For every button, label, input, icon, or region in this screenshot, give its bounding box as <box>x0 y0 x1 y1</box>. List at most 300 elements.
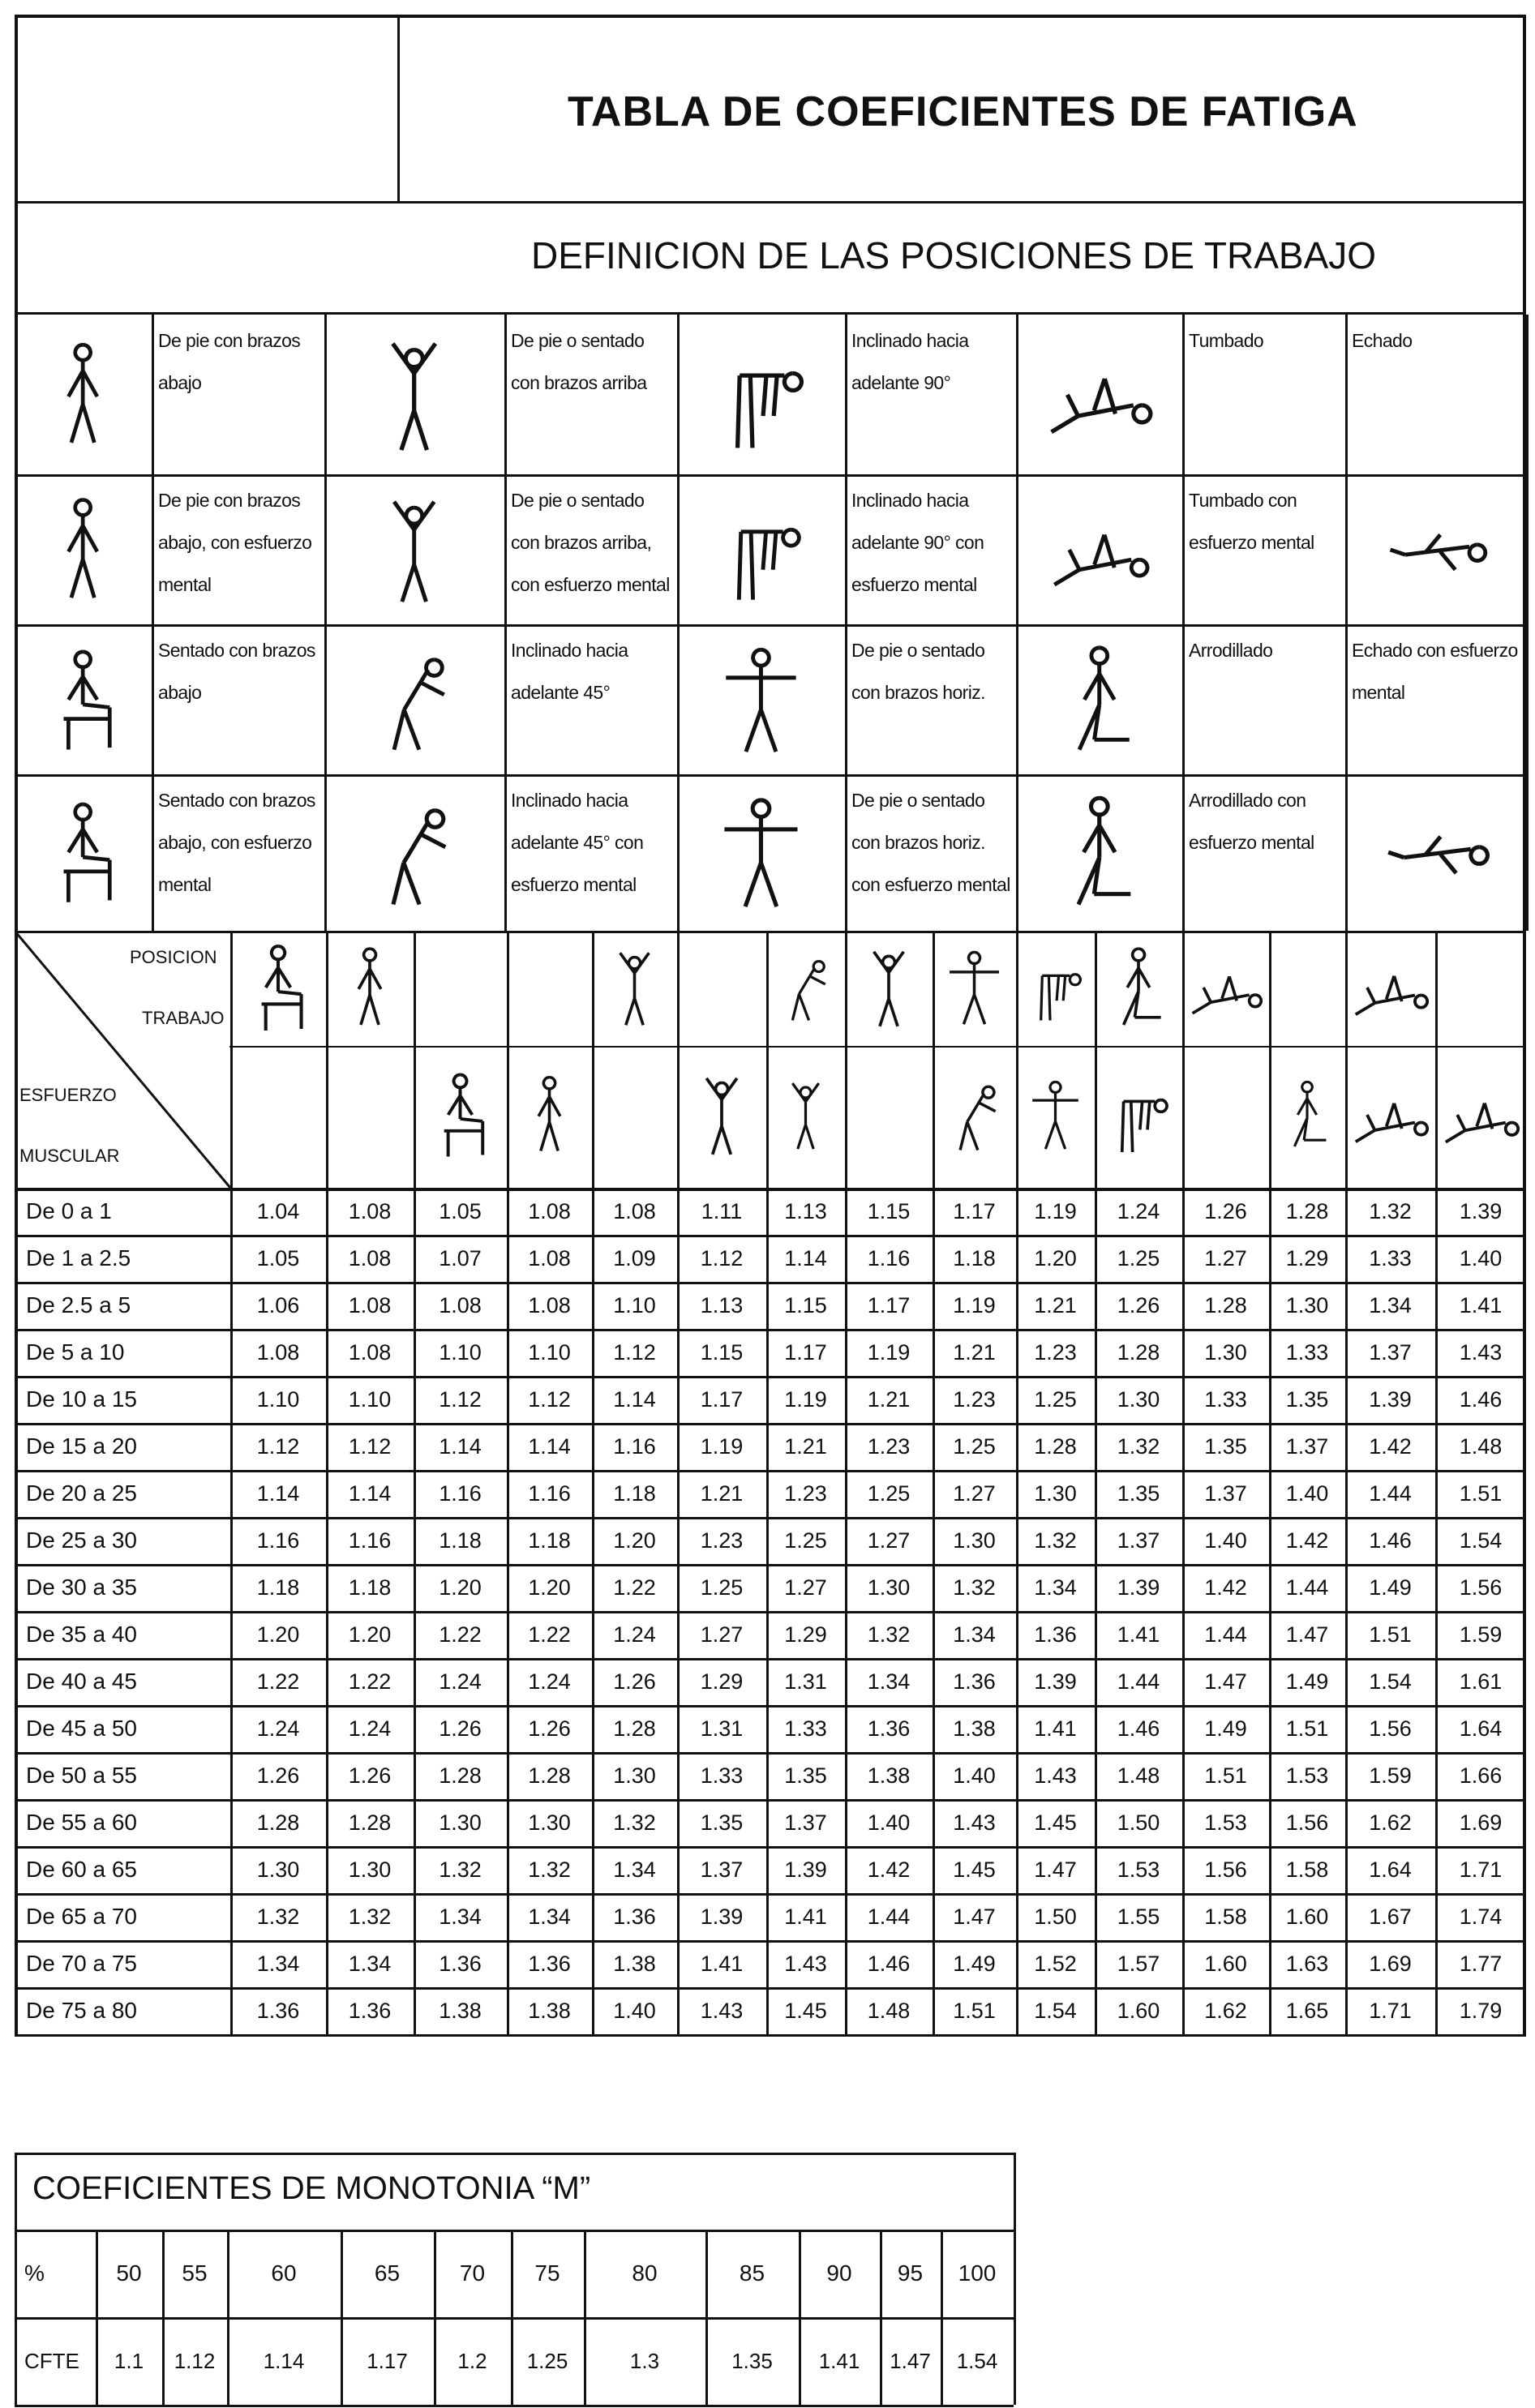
table-cell: 1.16 <box>256 1527 300 1553</box>
table-cell: 1.49 <box>953 1951 996 1976</box>
table-cell: 1.58 <box>1285 1857 1329 1882</box>
table-cell: 1.43 <box>1034 1763 1077 1788</box>
table-cell: 1.28 <box>1204 1292 1247 1318</box>
rule-line <box>15 624 1526 627</box>
row-label: De 65 a 70 <box>26 1904 137 1929</box>
table-cell: 1.36 <box>439 1951 482 1976</box>
table-cell: 1.32 <box>256 1904 300 1929</box>
cfte-label: CFTE <box>24 2348 79 2373</box>
table-cell: 1.38 <box>953 1716 996 1741</box>
table-cell: 1.28 <box>1285 1198 1329 1223</box>
table-cell: 1.34 <box>867 1669 911 1694</box>
table-cell: 1.34 <box>1034 1575 1077 1600</box>
table-cell: 1.42 <box>1204 1575 1247 1600</box>
posture-horiz-icon <box>702 640 820 760</box>
rule-line <box>15 315 17 931</box>
table-cell: 1.37 <box>700 1857 744 1882</box>
table-cell: 1.25 <box>700 1575 744 1600</box>
row-label: De 1 a 2.5 <box>26 1245 131 1270</box>
table-cell: 1.50 <box>1034 1904 1077 1929</box>
table-cell: 1.39 <box>700 1904 744 1929</box>
cfte-cell: 1.14 <box>263 2348 305 2373</box>
table-cell: 1.15 <box>867 1198 911 1223</box>
table-cell: 1.30 <box>1034 1480 1077 1506</box>
table-cell: 1.60 <box>1117 1998 1160 2023</box>
rule-line <box>152 315 154 931</box>
posture-bend-icon <box>702 490 820 610</box>
table-cell: 1.28 <box>439 1763 482 1788</box>
table-cell: 1.37 <box>1117 1527 1160 1553</box>
table-cell: 1.57 <box>1117 1951 1160 1976</box>
table-cell: 1.16 <box>439 1480 482 1506</box>
table-cell: 1.08 <box>528 1198 571 1223</box>
table-cell: 1.42 <box>867 1857 911 1882</box>
table-cell: 1.22 <box>439 1622 482 1647</box>
table-cell: 1.25 <box>867 1480 911 1506</box>
table-cell: 1.44 <box>1204 1622 1247 1647</box>
position-label: De pie con brazos abajo, con esfuerzo mental <box>158 490 312 595</box>
position-label: De pie o sentado con brazos horiz. con esfuerzo mental <box>851 790 1010 895</box>
pct-cell: 50 <box>116 2260 142 2286</box>
table-cell: 1.26 <box>1117 1292 1160 1318</box>
posture-kneel-icon <box>1041 790 1158 915</box>
table-cell: 1.33 <box>1369 1245 1412 1270</box>
posture-sit-icon <box>35 640 131 760</box>
table-cell: 1.12 <box>256 1433 300 1459</box>
table-cell: 1.17 <box>784 1339 827 1365</box>
header-kneel-icon <box>1101 937 1176 1038</box>
table-cell: 1.19 <box>784 1386 827 1412</box>
table-cell: 1.05 <box>256 1245 300 1270</box>
table-cell: 1.30 <box>867 1575 911 1600</box>
position-label: Inclinado hacia adelante 45° <box>511 640 628 703</box>
posture-lie-icon <box>1041 331 1158 459</box>
table-cell: 1.14 <box>528 1433 571 1459</box>
table-cell: 1.16 <box>613 1433 656 1459</box>
table-cell: 1.23 <box>784 1480 827 1506</box>
row-label: De 55 a 60 <box>26 1810 137 1835</box>
position-label: Tumbado con esfuerzo mental <box>1189 490 1314 553</box>
position-label: Inclinado hacia adelante 45° con esfuerzo mental <box>511 790 644 895</box>
posture-stand-icon <box>35 331 131 459</box>
table-cell: 1.44 <box>1369 1480 1412 1506</box>
table-cell: 1.30 <box>1285 1292 1329 1318</box>
table-cell: 1.21 <box>700 1480 744 1506</box>
row-label: De 50 a 55 <box>26 1763 137 1788</box>
row-label: De 10 a 15 <box>26 1386 137 1412</box>
table-cell: 1.18 <box>953 1245 996 1270</box>
table-cell: 1.44 <box>867 1904 911 1929</box>
table-cell: 1.24 <box>1117 1198 1160 1223</box>
posture-stand-icon <box>35 490 131 610</box>
table-cell: 1.39 <box>1034 1669 1077 1694</box>
table-cell: 1.39 <box>1369 1386 1412 1412</box>
rule-line <box>1526 315 1529 931</box>
position-label: Echado con esfuerzo mental <box>1352 640 1518 703</box>
table-cell: 1.27 <box>700 1622 744 1647</box>
table-cell: 1.37 <box>784 1810 827 1835</box>
posture-lying2-icon <box>1372 790 1499 915</box>
table-cell: 1.28 <box>1117 1339 1160 1365</box>
table-cell: 1.34 <box>439 1904 482 1929</box>
table-cell: 1.40 <box>1204 1527 1247 1553</box>
table-cell: 1.12 <box>439 1386 482 1412</box>
table-cell: 1.74 <box>1459 1904 1503 1929</box>
table-cell: 1.56 <box>1459 1575 1503 1600</box>
pct-label: % <box>24 2260 45 2286</box>
table-cell: 1.26 <box>348 1763 392 1788</box>
table-cell: 1.40 <box>953 1763 996 1788</box>
table-cell: 1.32 <box>348 1904 392 1929</box>
table-cell: 1.45 <box>1034 1810 1077 1835</box>
table-cell: 1.45 <box>784 1998 827 2023</box>
table-cell: 1.34 <box>348 1951 392 1976</box>
table-cell: 1.43 <box>1459 1339 1503 1365</box>
table-cell: 1.35 <box>1204 1433 1247 1459</box>
table-cell: 1.36 <box>348 1998 392 2023</box>
table-cell: 1.62 <box>1369 1810 1412 1835</box>
header-muscular: MUSCULAR <box>19 1146 120 1166</box>
table-cell: 1.65 <box>1285 1998 1329 2023</box>
table-cell: 1.46 <box>1459 1386 1503 1412</box>
table-cell: 1.23 <box>953 1386 996 1412</box>
rule-line <box>15 474 1526 477</box>
table-cell: 1.17 <box>867 1292 911 1318</box>
table-cell: 1.25 <box>1117 1245 1160 1270</box>
table-cell: 1.24 <box>439 1669 482 1694</box>
table-cell: 1.25 <box>1034 1386 1077 1412</box>
pct-cell: 95 <box>897 2260 924 2286</box>
row-label: De 30 a 35 <box>26 1575 137 1600</box>
table-cell: 1.32 <box>613 1810 656 1835</box>
table-cell: 1.17 <box>700 1386 744 1412</box>
table-cell: 1.59 <box>1459 1622 1503 1647</box>
table-cell: 1.58 <box>1204 1904 1247 1929</box>
header-lie-icon <box>1442 1054 1520 1176</box>
table-cell: 1.30 <box>348 1857 392 1882</box>
cfte-cell: 1.17 <box>367 2348 408 2373</box>
table-cell: 1.20 <box>256 1622 300 1647</box>
header-sit-icon <box>420 1054 500 1176</box>
table-cell: 1.22 <box>256 1669 300 1694</box>
table-cell: 1.10 <box>256 1386 300 1412</box>
header-lean-icon <box>773 937 838 1038</box>
table-cell: 1.46 <box>867 1951 911 1976</box>
table-cell: 1.14 <box>784 1245 827 1270</box>
row-label: De 25 a 30 <box>26 1527 137 1553</box>
rule-line <box>1345 315 1348 931</box>
cfte-cell: 1.2 <box>457 2348 487 2373</box>
table-cell: 1.69 <box>1369 1951 1412 1976</box>
header-bend-icon <box>1101 1054 1176 1176</box>
table-cell: 1.32 <box>867 1622 911 1647</box>
table-cell: 1.51 <box>1285 1716 1329 1741</box>
rule-line <box>324 315 327 931</box>
table-cell: 1.48 <box>1117 1763 1160 1788</box>
table-cell: 1.47 <box>1034 1857 1077 1882</box>
posture-arms-icon <box>351 331 477 459</box>
page-title: TABLA DE COEFICIENTES DE FATIGA <box>568 88 1358 135</box>
section-subtitle: DEFINICION DE LAS POSICIONES DE TRABAJO <box>531 234 1377 276</box>
posture-arms-icon <box>351 490 477 610</box>
row-label: De 5 a 10 <box>26 1339 125 1365</box>
monotony-title: COEFICIENTES DE MONOTONIA “M” <box>32 2170 591 2206</box>
header-esfuerzo: ESFUERZO <box>19 1085 117 1105</box>
table-cell: 1.56 <box>1285 1810 1329 1835</box>
table-cell: 1.14 <box>439 1433 482 1459</box>
table-cell: 1.34 <box>953 1622 996 1647</box>
table-cell: 1.09 <box>613 1245 656 1270</box>
table-cell: 1.38 <box>613 1951 656 1976</box>
position-label: Sentado con brazos abajo, con esfuerzo mental <box>158 790 315 895</box>
header-sit-icon <box>237 937 319 1038</box>
table-cell: 1.08 <box>348 1339 392 1365</box>
table-cell: 1.15 <box>700 1339 744 1365</box>
table-cell: 1.30 <box>613 1763 656 1788</box>
table-cell: 1.37 <box>1369 1339 1412 1365</box>
cfte-cell: 1.12 <box>174 2348 216 2373</box>
header-bend-icon <box>1023 937 1088 1038</box>
table-cell: 1.33 <box>1285 1339 1329 1365</box>
table-cell: 1.10 <box>613 1292 656 1318</box>
rule-line <box>15 2034 1526 2037</box>
row-label: De 45 a 50 <box>26 1716 137 1741</box>
table-cell: 1.24 <box>613 1622 656 1647</box>
table-cell: 1.43 <box>953 1810 996 1835</box>
table-cell: 1.48 <box>1459 1433 1503 1459</box>
pct-cell: 60 <box>271 2260 297 2286</box>
table-cell: 1.25 <box>953 1433 996 1459</box>
table-cell: 1.08 <box>348 1292 392 1318</box>
table-cell: 1.42 <box>1369 1433 1412 1459</box>
table-cell: 1.22 <box>348 1669 392 1694</box>
table-cell: 1.26 <box>613 1669 656 1694</box>
rule-line <box>504 315 507 931</box>
posture-lean-icon <box>351 790 477 915</box>
header-stand-icon <box>513 1054 585 1176</box>
table-cell: 1.20 <box>613 1527 656 1553</box>
table-cell: 1.27 <box>784 1575 827 1600</box>
rule-line <box>15 2405 1014 2407</box>
header-lean-icon <box>939 1054 1010 1176</box>
table-cell: 1.28 <box>348 1810 392 1835</box>
cfte-cell: 1.1 <box>114 2348 144 2373</box>
table-cell: 1.43 <box>700 1998 744 2023</box>
table-cell: 1.32 <box>953 1575 996 1600</box>
table-cell: 1.49 <box>1285 1669 1329 1694</box>
table-cell: 1.49 <box>1204 1716 1247 1741</box>
table-cell: 1.14 <box>256 1480 300 1506</box>
table-cell: 1.36 <box>1034 1622 1077 1647</box>
rule-line <box>845 315 847 931</box>
table-cell: 1.30 <box>1117 1386 1160 1412</box>
row-label: De 40 a 45 <box>26 1669 137 1694</box>
table-cell: 1.53 <box>1117 1857 1160 1882</box>
table-cell: 1.27 <box>1204 1245 1247 1270</box>
table-cell: 1.07 <box>439 1245 482 1270</box>
cfte-cell: 1.25 <box>526 2348 568 2373</box>
table-cell: 1.47 <box>1204 1669 1247 1694</box>
table-cell: 1.17 <box>953 1198 996 1223</box>
table-cell: 1.64 <box>1459 1716 1503 1741</box>
table-cell: 1.22 <box>528 1622 571 1647</box>
table-cell: 1.38 <box>867 1763 911 1788</box>
position-label: Echado <box>1352 330 1413 351</box>
table-cell: 1.23 <box>867 1433 911 1459</box>
position-label: Sentado con brazos abajo <box>158 640 315 703</box>
table-cell: 1.36 <box>613 1904 656 1929</box>
table-cell: 1.18 <box>439 1527 482 1553</box>
table-cell: 1.30 <box>528 1810 571 1835</box>
table-cell: 1.21 <box>784 1433 827 1459</box>
table-cell: 1.53 <box>1285 1763 1329 1788</box>
table-cell: 1.13 <box>700 1292 744 1318</box>
table-cell: 1.54 <box>1034 1998 1077 2023</box>
header-lie-icon <box>1352 1054 1429 1176</box>
posture-horiz-icon <box>702 790 820 915</box>
table-cell: 1.79 <box>1459 1998 1503 2023</box>
row-label: De 35 a 40 <box>26 1622 137 1647</box>
table-cell: 1.19 <box>700 1433 744 1459</box>
table-cell: 1.43 <box>784 1951 827 1976</box>
row-label: De 2.5 a 5 <box>26 1292 131 1318</box>
table-cell: 1.12 <box>700 1245 744 1270</box>
table-cell: 1.39 <box>1459 1198 1503 1223</box>
table-cell: 1.32 <box>1369 1198 1412 1223</box>
table-cell: 1.54 <box>1369 1669 1412 1694</box>
position-label: Arrodillado <box>1189 640 1273 661</box>
header-stand-icon <box>332 937 407 1038</box>
table-cell: 1.49 <box>1369 1575 1412 1600</box>
table-cell: 1.34 <box>1369 1292 1412 1318</box>
table-cell: 1.66 <box>1459 1763 1503 1788</box>
header-arms-icon <box>684 1054 760 1176</box>
rule-line <box>15 931 1526 933</box>
table-cell: 1.41 <box>1117 1622 1160 1647</box>
table-cell: 1.67 <box>1369 1904 1412 1929</box>
table-cell: 1.55 <box>1117 1904 1160 1929</box>
pct-cell: 85 <box>739 2260 765 2286</box>
posture-bend-icon <box>702 331 820 459</box>
table-cell: 1.34 <box>613 1857 656 1882</box>
table-cell: 1.14 <box>348 1480 392 1506</box>
table-cell: 1.16 <box>348 1527 392 1553</box>
position-label: De pie o sentado con brazos arriba, con esfuerzo mental <box>511 490 670 595</box>
header-horiz-icon <box>1023 1054 1088 1176</box>
table-cell: 1.45 <box>953 1857 996 1882</box>
table-cell: 1.29 <box>1285 1245 1329 1270</box>
table-cell: 1.35 <box>1285 1386 1329 1412</box>
table-cell: 1.27 <box>953 1480 996 1506</box>
table-cell: 1.23 <box>700 1527 744 1553</box>
table-cell: 1.10 <box>348 1386 392 1412</box>
table-cell: 1.26 <box>439 1716 482 1741</box>
table-cell: 1.08 <box>528 1292 571 1318</box>
header-horiz-icon <box>939 937 1010 1038</box>
pct-cell: 100 <box>958 2260 997 2286</box>
table-cell: 1.25 <box>784 1527 827 1553</box>
table-cell: 1.08 <box>348 1245 392 1270</box>
pct-cell: 55 <box>182 2260 208 2286</box>
table-cell: 1.30 <box>256 1857 300 1882</box>
table-cell: 1.69 <box>1459 1810 1503 1835</box>
row-label: De 60 a 65 <box>26 1857 137 1882</box>
table-cell: 1.16 <box>867 1245 911 1270</box>
table-cell: 1.35 <box>1117 1480 1160 1506</box>
table-cell: 1.41 <box>784 1904 827 1929</box>
rule-line <box>677 315 680 931</box>
table-cell: 1.08 <box>439 1292 482 1318</box>
table-cell: 1.08 <box>613 1198 656 1223</box>
row-label: De 75 a 80 <box>26 1998 137 2023</box>
header-arms-icon <box>851 937 926 1038</box>
table-cell: 1.26 <box>1204 1198 1247 1223</box>
table-cell: 1.16 <box>528 1480 571 1506</box>
table-cell: 1.05 <box>439 1198 482 1223</box>
table-cell: 1.12 <box>528 1386 571 1412</box>
table-cell: 1.38 <box>439 1998 482 2023</box>
table-cell: 1.41 <box>1459 1292 1503 1318</box>
table-cell: 1.51 <box>953 1998 996 2023</box>
table-cell: 1.30 <box>953 1527 996 1553</box>
table-cell: 1.21 <box>1034 1292 1077 1318</box>
table-cell: 1.31 <box>784 1669 827 1694</box>
table-cell: 1.19 <box>953 1292 996 1318</box>
table-cell: 1.52 <box>1034 1951 1077 1976</box>
position-label: De pie o sentado con brazos horiz. <box>851 640 985 703</box>
table-cell: 1.40 <box>1459 1245 1503 1270</box>
table-cell: 1.32 <box>439 1857 482 1882</box>
table-cell: 1.51 <box>1459 1480 1503 1506</box>
table-cell: 1.20 <box>1034 1245 1077 1270</box>
table-cell: 1.20 <box>528 1575 571 1600</box>
table-cell: 1.21 <box>953 1339 996 1365</box>
table-cell: 1.60 <box>1285 1904 1329 1929</box>
table-cell: 1.11 <box>701 1198 743 1223</box>
cfte-cell: 1.54 <box>956 2348 998 2373</box>
posture-kneel-icon <box>1041 640 1158 760</box>
table-cell: 1.47 <box>953 1904 996 1929</box>
table-cell: 1.51 <box>1369 1622 1412 1647</box>
table-cell: 1.32 <box>528 1857 571 1882</box>
table-cell: 1.28 <box>1034 1433 1077 1459</box>
posture-lie-icon <box>1041 490 1158 610</box>
table-cell: 1.39 <box>784 1857 827 1882</box>
table-cell: 1.71 <box>1459 1857 1503 1882</box>
table-cell: 1.18 <box>256 1575 300 1600</box>
table-cell: 1.42 <box>1285 1527 1329 1553</box>
table-cell: 1.46 <box>1369 1527 1412 1553</box>
table-cell: 1.19 <box>867 1339 911 1365</box>
table-cell: 1.63 <box>1285 1951 1329 1976</box>
table-cell: 1.15 <box>784 1292 827 1318</box>
table-cell: 1.29 <box>700 1669 744 1694</box>
pct-cell: 90 <box>826 2260 852 2286</box>
posture-sit-icon <box>35 790 131 915</box>
table-cell: 1.34 <box>528 1904 571 1929</box>
table-cell: 1.46 <box>1117 1716 1160 1741</box>
table-cell: 1.24 <box>256 1716 300 1741</box>
table-cell: 1.27 <box>867 1527 911 1553</box>
pct-cell: 70 <box>459 2260 486 2286</box>
table-cell: 1.36 <box>256 1998 300 2023</box>
table-cell: 1.28 <box>256 1810 300 1835</box>
pct-cell: 75 <box>534 2260 560 2286</box>
table-cell: 1.38 <box>528 1998 571 2023</box>
posture-lying2-icon <box>1372 490 1499 610</box>
table-cell: 1.35 <box>784 1763 827 1788</box>
table-cell: 1.37 <box>1204 1480 1247 1506</box>
